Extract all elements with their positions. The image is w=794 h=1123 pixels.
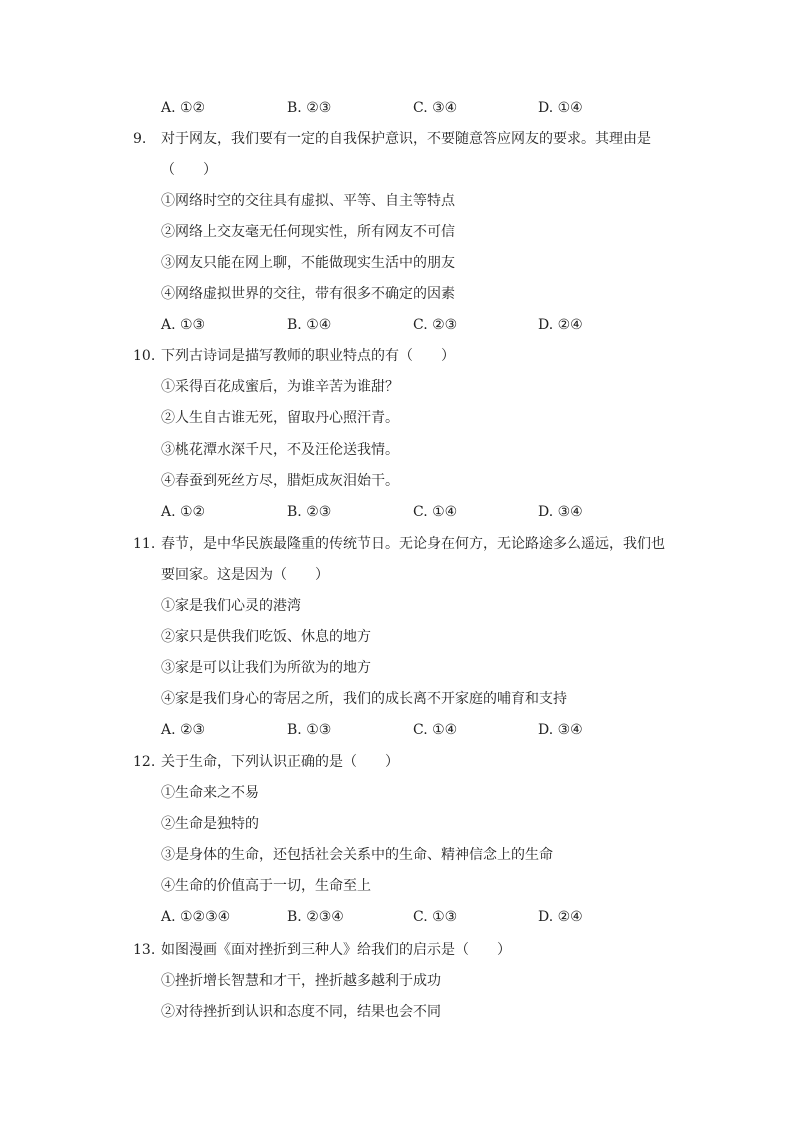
q13-stem-line1: 如图漫画《面对挫折到三种人》给我们的启示是（ ） (161, 942, 511, 958)
q11-option-c: C. ①④ (413, 722, 458, 738)
q11-number: 11. (133, 536, 156, 552)
q11-statement-4-text: ④家是我们身心的寄居之所，我们的成长离不开家庭的哺育和支持 (161, 691, 567, 707)
q10-statement-1-text: ①采得百花成蜜后，为谁辛苦为谁甜？ (161, 379, 399, 395)
q11-option-d: D. ③④ (538, 722, 583, 738)
q9-option-c: C. ②③ (413, 317, 458, 333)
q11-statement-1-text: ①家是我们心灵的港湾 (161, 598, 301, 614)
q11-stem-line2: 要回家。这是因为（ ） (161, 567, 329, 583)
q13-statement-2-text: ②对待挫折到认识和态度不同，结果也会不同 (161, 1004, 441, 1020)
q9-number: 9. (133, 131, 147, 147)
q12-stem-line1: 关于生命，下列认识正确的是（ ） (161, 754, 399, 770)
q9-stem-line2: （ ） (161, 162, 217, 178)
q10-option-c: C. ①④ (413, 504, 458, 520)
q9-option-a: A. ①③ (161, 317, 206, 333)
q8-option-a: A. ①② (161, 100, 206, 116)
q8-option-b: B. ②③ (287, 100, 332, 116)
q11-statement-3-text: ③家是可以让我们为所欲为的地方 (161, 660, 371, 676)
q10-statement-3-text: ③桃花潭水深千尺，不及汪伦送我情。 (161, 442, 399, 458)
q10-number: 10. (133, 348, 156, 364)
q13-statement-1-text: ①挫折增长智慧和才干，挫折越多越利于成功 (161, 973, 441, 989)
q12-option-a: A. ①②③④ (161, 909, 231, 925)
q12-statement-4-text: ④生命的价值高于一切，生命至上 (161, 878, 371, 894)
q10-option-a: A. ①② (161, 504, 206, 520)
q12-option-b: B. ②③④ (287, 909, 344, 925)
q13-number: 13. (133, 942, 156, 958)
q12-option-c: C. ①③ (413, 909, 458, 925)
q10-option-d: D. ③④ (538, 504, 583, 520)
q9-statement-4-text: ④网络虚拟世界的交往，带有很多不确定的因素 (161, 286, 455, 302)
q12-number: 12. (133, 754, 156, 770)
q11-option-b: B. ①③ (287, 722, 332, 738)
q11-stem-line1: 春节，是中华民族最隆重的传统节日。无论身在何方，无论路途多么遥远，我们也 (161, 536, 665, 552)
q8-option-c: C. ③④ (413, 100, 458, 116)
q10-statement-4-text: ④春蚕到死丝方尽，腊炬成灰泪始干。 (161, 473, 399, 489)
q12-option-d: D. ②④ (538, 909, 583, 925)
q8-option-d: D. ①④ (538, 100, 583, 116)
q11-option-a: A. ②③ (161, 722, 206, 738)
q10-stem-line1: 下列古诗词是描写教师的职业特点的有（ ） (161, 348, 455, 364)
q9-option-d: D. ②④ (538, 317, 583, 333)
q9-statement-2-text: ②网络上交友毫无任何现实性，所有网友不可信 (161, 224, 455, 240)
q12-statement-3-text: ③是身体的生命，还包括社会关系中的生命、精神信念上的生命 (161, 847, 553, 863)
q9-stem-line1: 对于网友，我们要有一定的自我保护意识，不要随意答应网友的要求。其理由是 (161, 131, 651, 147)
q9-option-b: B. ①④ (287, 317, 332, 333)
q10-statement-2-text: ②人生自古谁无死，留取丹心照汗青。 (161, 410, 399, 426)
q9-statement-3-text: ③网友只能在网上聊，不能做现实生活中的朋友 (161, 255, 455, 271)
q9-statement-1-text: ①网络时空的交往具有虚拟、平等、自主等特点 (161, 193, 455, 209)
q10-option-b: B. ②③ (287, 504, 332, 520)
q12-statement-1-text: ①生命来之不易 (161, 785, 259, 801)
q12-statement-2-text: ②生命是独特的 (161, 816, 259, 832)
q11-statement-2-text: ②家只是供我们吃饭、休息的地方 (161, 629, 371, 645)
